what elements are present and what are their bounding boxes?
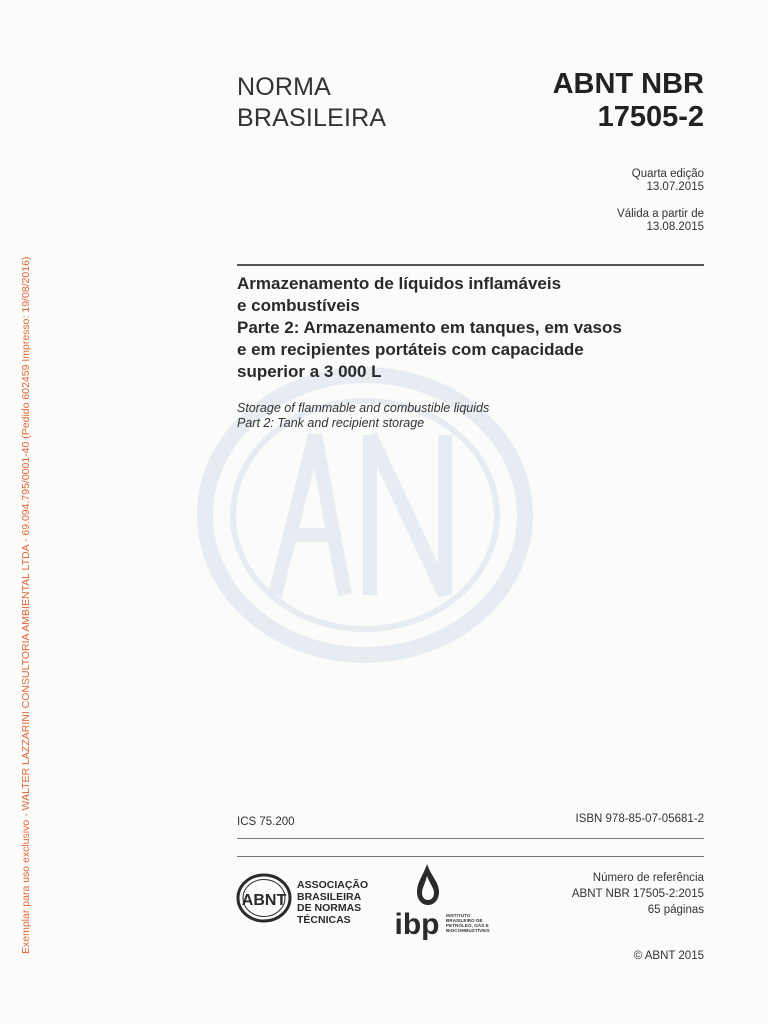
norma-brasileira-heading (237, 72, 386, 134)
abnt-name-line: TÉCNICAS (297, 913, 351, 926)
standard-code-prefix: ABNT NBR (552, 68, 704, 100)
ibp-logo-text: ibp (394, 908, 440, 940)
abnt-logo (235, 872, 293, 924)
reference-block (572, 870, 704, 918)
ibp-name-line: BIOCOMBUSTÍVEIS (446, 928, 490, 933)
ibp-name (446, 913, 490, 933)
reference-label: Número de referência (592, 872, 704, 884)
edition-date: 13.07.2015 (646, 181, 704, 193)
norma-line: NORMA (237, 73, 332, 101)
page-count: 65 páginas (647, 904, 704, 916)
title-divider (237, 264, 704, 266)
title-line: superior a 3 000 L (237, 362, 382, 381)
title-en-line: Part 2: Tank and recipient storage (237, 416, 425, 430)
standard-code-number: 17505-2 (597, 101, 704, 133)
title-en-line: Storage of flammable and combustible liquids (237, 401, 490, 415)
ics-code: ICS 75.200 (237, 816, 295, 828)
edition-label: Quarta edição (631, 168, 704, 180)
abnt-name-line: DE NORMAS (297, 902, 362, 914)
edition-dates (617, 168, 704, 234)
brasileira-line: BRASILEIRA (237, 104, 387, 132)
title-portuguese (237, 273, 707, 383)
title-english (237, 401, 489, 431)
isbn-code: ISBN 978-85-07-05681-2 (575, 813, 704, 825)
title-line: Armazenamento de líquidos inflamáveis (237, 274, 562, 293)
ibp-logo (393, 862, 445, 940)
ibp-name-line: PETRÓLEO, GÁS E (446, 923, 489, 928)
abnt-logo-text: ABNT (241, 892, 287, 909)
copyright: © ABNT 2015 (633, 950, 704, 962)
title-line: e em recipientes portáteis com capacidade (237, 340, 584, 359)
footer-divider-top (237, 838, 704, 839)
abnt-name-line: BRASILEIRA (297, 890, 362, 903)
standard-code (553, 68, 704, 134)
title-line: e combustíveis (237, 296, 360, 315)
ibp-name-line: INSTITUTO (446, 913, 471, 918)
abnt-name (297, 880, 368, 926)
valid-from-label: Válida a partir de (617, 208, 704, 220)
valid-date: 13.08.2015 (646, 221, 704, 233)
license-stamp: Exemplar para uso exclusivo - WALTER LAZZARINI CONSULTORIA AMBIENTAL LTDA - 69.094.795/0001-40 (Pedido 602459 Impresso: 19/08/2016) (20, 256, 32, 954)
title-line: Parte 2: Armazenamento em tanques, em vasos (237, 318, 622, 337)
footer-divider-bottom (237, 856, 704, 857)
ibp-name-line: BRASILEIRO DE (446, 918, 483, 923)
reference-number: ABNT NBR 17505-2:2015 (571, 888, 704, 900)
abnt-name-line: ASSOCIAÇÃO (297, 879, 369, 891)
